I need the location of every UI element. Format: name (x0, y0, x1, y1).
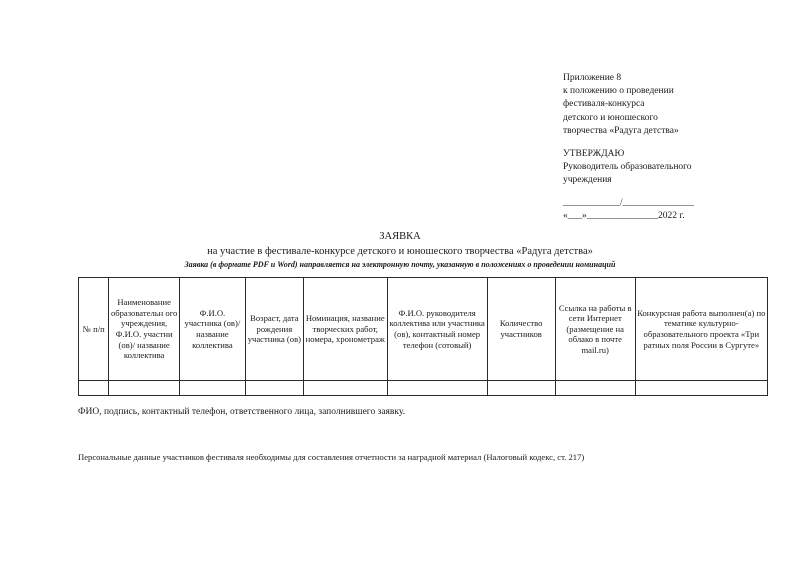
cell-project-theme[interactable] (635, 381, 767, 396)
col-header-age-birthdate: Возраст, дата рождения участника (ов) (245, 278, 303, 381)
approval-role-line-2: учреждения (563, 175, 612, 186)
cell-age-birthdate[interactable] (245, 381, 303, 396)
col-header-supervisor: Ф.И.О. руководителя коллектива или участника (ов), контактный номер телефон (сотовый) (387, 278, 487, 381)
cell-supervisor[interactable] (387, 381, 487, 396)
cell-institution[interactable] (109, 381, 179, 396)
personal-data-note: Персональные данные участников фестиваля необходимы для составления отчетности за наградной материал (Налоговый кодекс, ст. 217) (78, 452, 585, 462)
table-header (79, 278, 768, 381)
approval-role-line-1: Руководитель образовательного (563, 162, 692, 173)
cell-number[interactable] (79, 381, 109, 396)
col-header-participant-count: Количество участников (487, 278, 555, 381)
appendix-line-4: детского и юношеского (563, 112, 658, 123)
col-header-project-theme: Конкурсная работа выполнен(а) по тематике культурно-образовательного проекта «Три ратных поля России в Сургуте» (635, 278, 767, 381)
cell-participant-count[interactable] (487, 381, 555, 396)
submission-note: Заявка (в формате PDF и Word) направляется на электронную почту, указанную в положениях о проведении номинаций (184, 260, 616, 269)
responsible-person-note: ФИО, подпись, контактный телефон, ответственного лица, заполнившего заявку. (78, 407, 406, 417)
signature-line: ____________/_______________ (563, 197, 694, 208)
page-subtitle: на участие в фестивале-конкурсе детского и юношеского творчества «Радуга детства» (207, 246, 593, 257)
col-header-participant-name: Ф.И.О. участника (ов)/ название коллектива (179, 278, 245, 381)
appendix-line-2: к положению о проведении (563, 86, 674, 97)
table-header-row (79, 278, 768, 381)
appendix-line-3: фестиваля-конкурса (563, 99, 645, 110)
cell-nomination[interactable] (303, 381, 387, 396)
col-header-nomination: Номинация, название творческих работ, номера, хронометраж (303, 278, 387, 381)
table-row[interactable] (79, 381, 768, 396)
cell-work-link[interactable] (555, 381, 635, 396)
appendix-line-1: Приложение 8 (563, 73, 622, 83)
approval-block (563, 148, 798, 223)
col-header-work-link: Ссылка на работы в сети Интернет (размещение на облако в почте mail.ru) (555, 278, 635, 381)
cell-participant-name[interactable] (179, 381, 245, 396)
date-line: «___»_______________2022 г. (563, 210, 685, 221)
application-table-wrapper (78, 277, 768, 396)
col-header-institution: Наименование образовательн ого учреждения, Ф.И.О. участни (ов)/ название коллектива (109, 278, 179, 381)
col-header-number: № п/п (79, 278, 109, 381)
page-title: ЗАЯВКА (379, 231, 421, 242)
appendix-line-5: творчества «Радуга детства» (563, 125, 679, 136)
table-body (79, 381, 768, 396)
application-table (78, 277, 768, 396)
approval-label: УТВЕРЖДАЮ (563, 149, 625, 159)
appendix-reference-block (563, 72, 793, 138)
